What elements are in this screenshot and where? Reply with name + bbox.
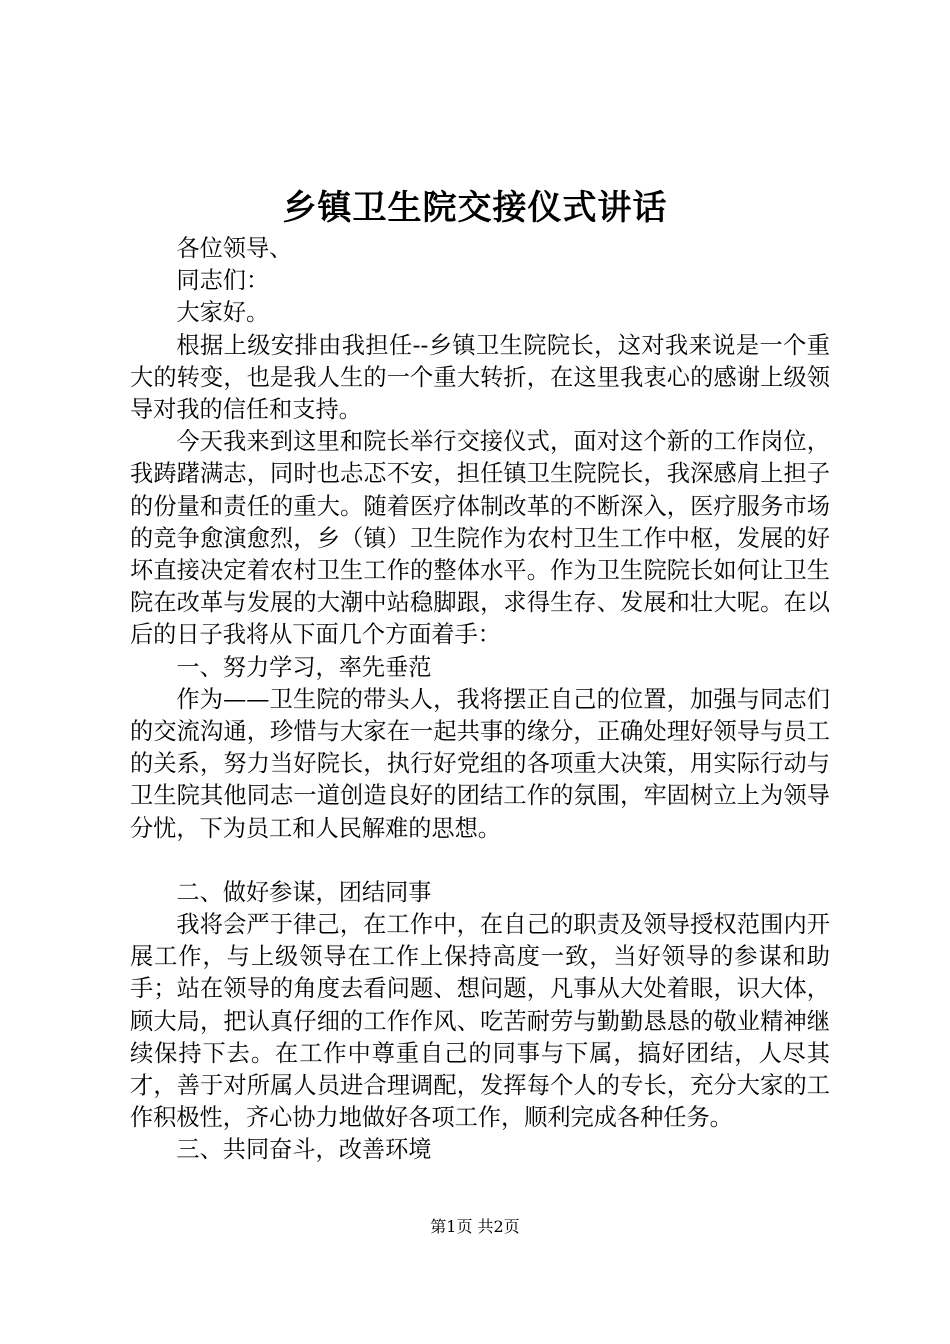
page-footer: 第1页 共2页 xyxy=(430,1217,520,1236)
salutation-leaders: 各位领导、 xyxy=(176,235,293,262)
document-body xyxy=(130,233,830,1167)
section-2-text: 我将会严于律己，在工作中，在自己的职责及领导授权范围内开展工作，与上级领导在工作上保持高度一致，当好领导的参谋和助手；站在领导的角度去看问题、想问题，凡事从大处着眼，识大体，顾大局，把认真仔细的工作作风、吃苦耐劳与勤勤恳恳的敬业精神继续保持下去。在工作中尊重自己的同事与下属，搞好团结，人尽其才，善于对所属人员进合理调配，发挥每个人的专长，充分大家的工作积极性，齐心协力地做好各项工作，顺利完成各种任务。 xyxy=(130,911,830,1132)
paragraph-gap xyxy=(130,845,830,877)
section-1-text: 作为——卫生院的带头人，我将摆正自己的位置，加强与同志们的交流沟通，珍惜与大家在一起共事的缘分，正确处理好领导与员工的关系，努力当好院长，执行好党组的各项重大决策，用实际行动与卫生院其他同志一道创造良好的团结工作的氛围，牢固树立上为领导分忧，下为员工和人民解难的思想。 xyxy=(130,685,830,842)
paragraph-handover: 今天我来到这里和院长举行交接仪式，面对这个新的工作岗位，我踌躇满志，同时也忐忑不安，担任镇卫生院院长，我深感肩上担子的份量和责任的重大。随着医疗体制改革的不断深入，医疗服务市场的竞争愈演愈烈，乡（镇）卫生院作为农村卫生工作中枢，发展的好坏直接决定着农村卫生工作的整体水平。作为卫生院院长如何让卫生院在改革与发展的大潮中站稳脚跟，求得生存、发展和壮大呢。在以后的日子我将从下面几个方面着手： xyxy=(130,428,830,649)
section-1-heading: 一、努力学习，率先垂范 xyxy=(176,653,432,681)
section-3-heading: 三、共同奋斗，改善环境 xyxy=(176,1136,432,1164)
document-title: 乡镇卫生院交接仪式讲话 xyxy=(282,188,668,228)
salutation-greeting: 大家好。 xyxy=(176,299,270,327)
salutation-comrades: 同志们： xyxy=(176,267,270,295)
paragraph-appointment: 根据上级安排由我担任--乡镇卫生院院长，这对我来说是一个重大的转变，也是我人生的一个重大转折，在这里我衷心的感谢上级领导对我的信任和支持。 xyxy=(130,331,830,424)
section-2-heading: 二、做好参谋，团结同事 xyxy=(176,878,432,906)
